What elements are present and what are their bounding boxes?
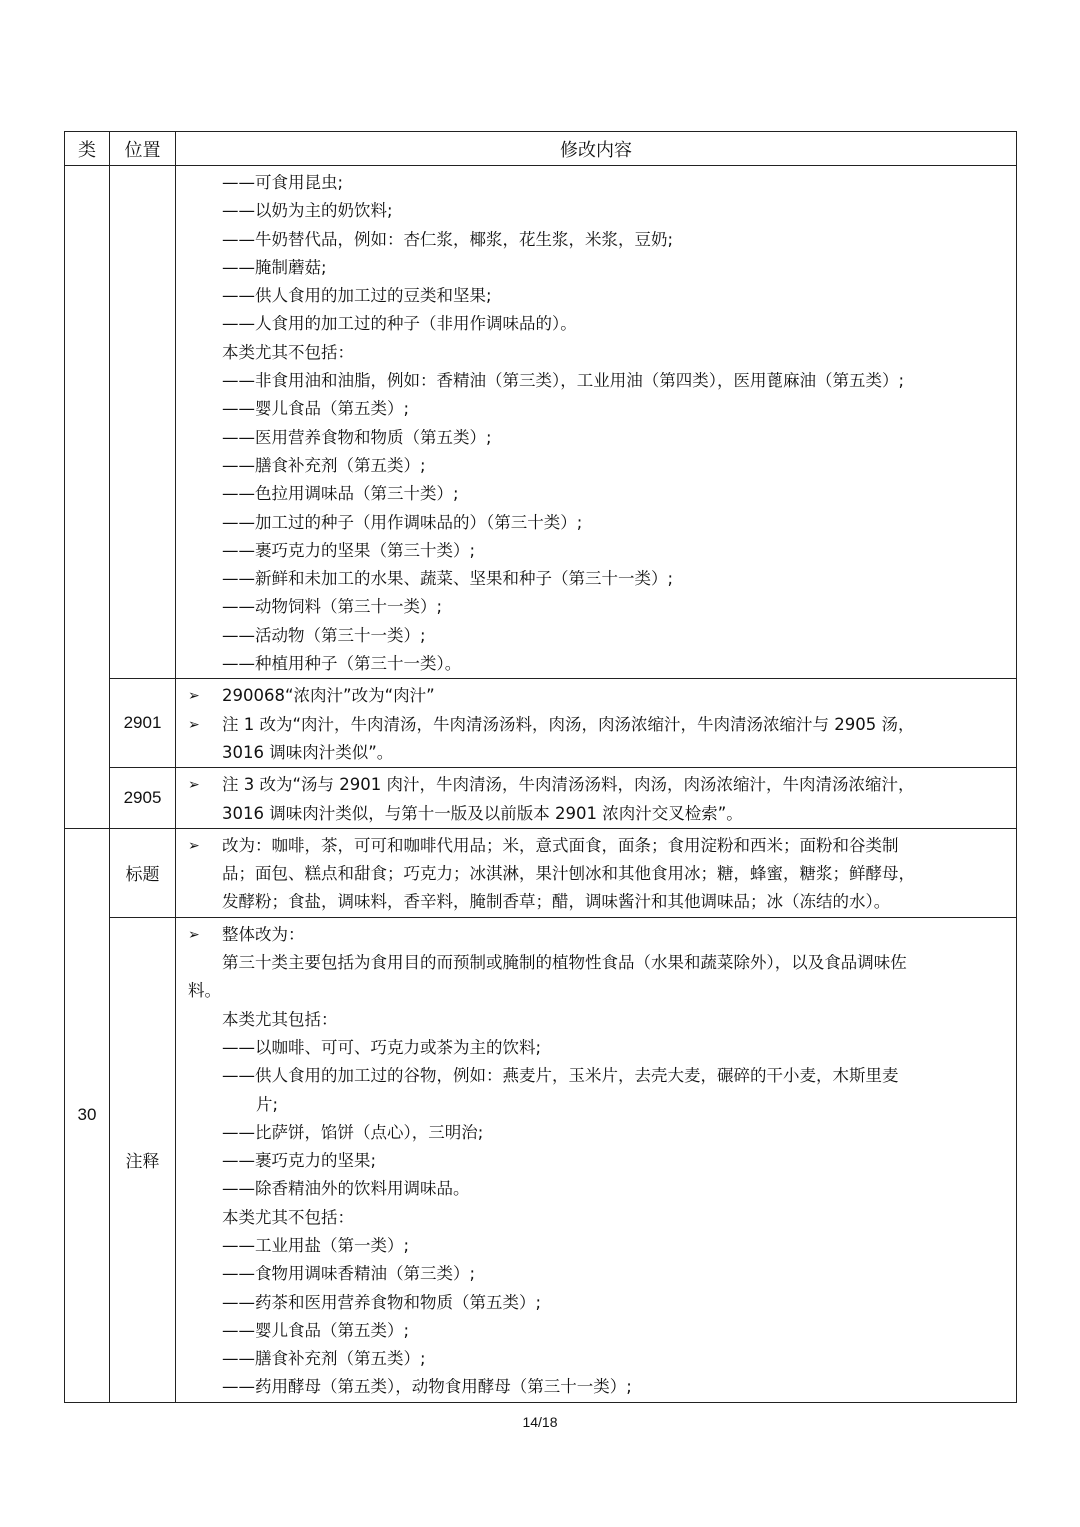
- content-cell: [176, 768, 1017, 829]
- content-line: ——药用酵母（第五类），动物食用酵母（第三十一类）;: [222, 1377, 632, 1397]
- content-line: 290068“浓肉汁”改为“肉汁”: [222, 686, 435, 706]
- content-line: ——工业用盐（第一类）;: [222, 1235, 410, 1255]
- content-lines: [176, 166, 1016, 678]
- content-cell: [176, 679, 1017, 768]
- table-row: [65, 166, 1017, 679]
- bullet-arrow-icon: ➢: [188, 837, 200, 854]
- list-item: [188, 682, 1008, 710]
- list-item: [188, 921, 1008, 949]
- content-line: 发酵粉；食盐，调味料，香辛料，腌制香草；醋，调味酱汁和其他调味品；冰（冻结的水）。: [222, 892, 891, 912]
- content-line: 品；面包、糕点和甜食；巧克力；冰淇淋，果汁刨冰和其他食用冰；糖，蜂蜜，糖浆；鲜酵母，: [222, 864, 915, 884]
- content-line: 第三十类主要包括为食用目的而预制或腌制的植物性食品（水果和蔬菜除外），以及食品调味佐: [222, 953, 907, 973]
- content-line: ——人食用的加工过的种子（非用作调味品的）。: [222, 314, 577, 334]
- content-line: ——裹巧克力的坚果（第三十类）;: [222, 540, 476, 560]
- content-line: 本类尤其包括：: [222, 1009, 338, 1029]
- content-cell: [176, 166, 1017, 679]
- bullet-arrow-icon: ➢: [188, 926, 200, 943]
- bullet-arrow-icon: ➢: [188, 777, 200, 794]
- table-header-row: [65, 132, 1017, 166]
- content-line: ——药茶和医用营养食物和物质（第五类）;: [222, 1292, 542, 1312]
- content-line: ——除香精油外的饮料用调味品。: [222, 1179, 470, 1199]
- content-line: ——活动物（第三十一类）;: [222, 625, 426, 645]
- content-line: ——供人食用的加工过的谷物，例如：燕麦片，玉米片，去壳大麦，碾碎的干小麦，木斯里麦: [222, 1066, 899, 1086]
- position-cell: 注释: [110, 917, 176, 1402]
- content-line: 片;: [256, 1094, 279, 1114]
- content-line: ——动物饲料（第三十一类）;: [222, 597, 443, 617]
- content-line: ——婴儿食品（第五类）;: [222, 399, 410, 419]
- list-item: [188, 711, 1008, 768]
- content-line: ——膳食补充剂（第五类）;: [222, 455, 426, 475]
- table-row: [65, 917, 1017, 1402]
- position-cell: 2901: [110, 679, 176, 768]
- content-line: ——新鲜和未加工的水果、蔬菜、坚果和种子（第三十一类）;: [222, 569, 674, 589]
- content-line: 本类尤其不包括：: [222, 1207, 354, 1227]
- content-line: ——比萨饼，馅饼（点心），三明治;: [222, 1122, 484, 1142]
- content-cell: [176, 917, 1017, 1402]
- header-class: 类: [65, 132, 110, 166]
- content-line: ——腌制蘑菇;: [222, 257, 327, 277]
- position-cell: 标题: [110, 828, 176, 917]
- header-position: 位置: [110, 132, 176, 166]
- content-line: 料。: [188, 981, 221, 1001]
- content-line: 3016 调味肉汁类似，与第十一版及以前版本 2901 浓肉汁交叉检索”。: [222, 803, 743, 823]
- content-line: ——以奶为主的奶饮料;: [222, 201, 393, 221]
- class-cell: [65, 166, 110, 829]
- table-row: [65, 768, 1017, 829]
- list-item: [188, 771, 1008, 828]
- content-line: ——医用营养食物和物质（第五类）;: [222, 427, 492, 447]
- content-line: ——种植用种子（第三十一类）。: [222, 654, 462, 674]
- content-line: 改为：咖啡，茶，可可和咖啡代用品；米，意式面食，面条；食用淀粉和西米；面粉和谷类制: [222, 835, 899, 855]
- table-row: [65, 828, 1017, 917]
- bullet-arrow-icon: ➢: [188, 716, 200, 733]
- content-line: 注 3 改为“汤与 2901 肉汁，牛肉清汤，牛肉清汤汤料，肉汤，肉汤浓缩汁，牛肉清汤浓缩汁，: [222, 775, 915, 795]
- content-line: ——色拉用调味品（第三十类）;: [222, 484, 459, 504]
- amendment-table: [64, 131, 1017, 1403]
- position-cell: 2905: [110, 768, 176, 829]
- content-line: ——膳食补充剂（第五类）;: [222, 1349, 426, 1369]
- header-content: 修改内容: [176, 132, 1017, 166]
- list-item: [188, 832, 1008, 917]
- table-row: [65, 679, 1017, 768]
- content-line: ——以咖啡、可可、巧克力或茶为主的饮料;: [222, 1037, 542, 1057]
- content-line: 整体改为：: [222, 924, 305, 944]
- content-line: ——加工过的种子（用作调味品的）（第三十类）;: [222, 512, 583, 532]
- content-cell: [176, 828, 1017, 917]
- bullet-arrow-icon: ➢: [188, 688, 200, 705]
- content-line: ——可食用昆虫;: [222, 173, 344, 192]
- content-line: ——供人食用的加工过的豆类和坚果;: [222, 286, 492, 306]
- content-line: 3016 调味肉汁类似”。: [222, 742, 394, 762]
- content-line: 注 1 改为“肉汁，牛肉清汤，牛肉清汤汤料，肉汤，肉汤浓缩汁，牛肉清汤浓缩汁与 2905 汤，: [222, 714, 915, 734]
- content-line: ——牛奶替代品，例如：杏仁浆，椰浆，花生浆，米浆，豆奶;: [222, 229, 674, 249]
- position-cell: [110, 166, 176, 679]
- content-line: ——食物用调味香精油（第三类）;: [222, 1264, 476, 1284]
- content-line: ——婴儿食品（第五类）;: [222, 1320, 410, 1340]
- content-line: ——非食用油和油脂，例如：香精油（第三类），工业用油（第四类），医用蓖麻油（第五类）;: [222, 371, 905, 391]
- class-cell: 30: [65, 828, 110, 1402]
- content-line: ——裹巧克力的坚果;: [222, 1151, 377, 1171]
- page-number: 14/18: [522, 1414, 558, 1430]
- content-line: 本类尤其不包括：: [222, 342, 354, 362]
